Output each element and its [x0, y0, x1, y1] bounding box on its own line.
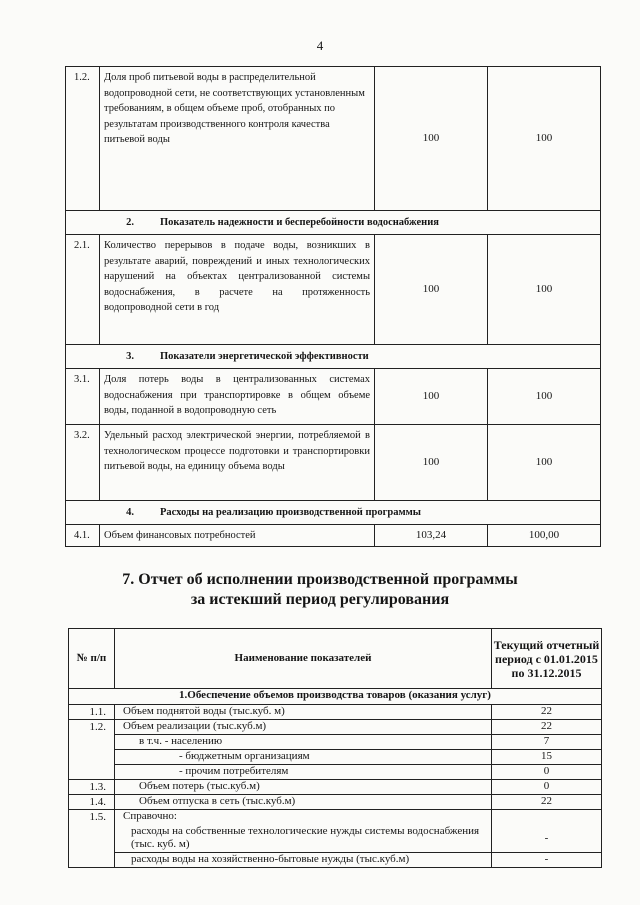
table-row — [69, 705, 602, 720]
header-number: № п/п — [69, 629, 115, 689]
indicator-name: - прочим потребителям — [115, 765, 492, 780]
indicator-value: 15 — [492, 750, 602, 765]
row-number: 1.2. — [66, 67, 100, 211]
indicator-value: - — [492, 825, 602, 853]
indicator-name: Объем реализации (тыс.куб.м) — [115, 720, 492, 735]
row-number: 1.1. — [69, 705, 115, 720]
indicator-name: Справочно: — [115, 810, 492, 825]
table-row — [69, 750, 602, 765]
row-number: 4.1. — [66, 525, 100, 547]
row-number — [69, 825, 115, 853]
indicator-value: 0 — [492, 780, 602, 795]
row-number — [69, 735, 115, 750]
indicator-name: расходы на собственные технологические нужды системы водоснабжения (тыс. куб. м) — [115, 825, 492, 853]
actual-value: 100,00 — [488, 525, 601, 547]
table-row — [66, 525, 601, 547]
table-row — [69, 825, 602, 853]
indicator-name: в т.ч. - населению — [115, 735, 492, 750]
indicator-name: Количество перерывов в подаче воды, возникших в результате аварий, повреждений и иных технологических нарушений на объектах централизованной системы водоснабжения, в расчете на протяженность водопроводной сети в год — [100, 235, 375, 345]
indicator-name: расходы воды на хозяйственно-бытовые нужды (тыс.куб.м) — [115, 853, 492, 868]
indicator-name: Объем финансовых потребностей — [100, 525, 375, 547]
indicator-value: 22 — [492, 795, 602, 810]
header-row — [69, 629, 602, 689]
table-row — [69, 810, 602, 825]
plan-value: 100 — [375, 369, 488, 425]
section-title: 1.Обеспечение объемов производства товаров (оказания услуг) — [69, 689, 602, 705]
row-number: 2.1. — [66, 235, 100, 345]
section-number: 4. — [126, 506, 134, 518]
table-row — [69, 735, 602, 750]
indicator-name: Объем потерь (тыс.куб.м) — [115, 780, 492, 795]
plan-value: 103,24 — [375, 525, 488, 547]
actual-value: 100 — [488, 67, 601, 211]
header-name: Наименование показателей — [115, 629, 492, 689]
report-heading-line-1: 7. Отчет об исполнении производственной программы — [122, 571, 518, 588]
indicator-name: Объем поднятой воды (тыс.куб. м) — [115, 705, 492, 720]
row-number: 3.1. — [66, 369, 100, 425]
table-row — [69, 765, 602, 780]
plan-value: 100 — [375, 67, 488, 211]
section-title: Показатели энергетической эффективности — [160, 350, 369, 362]
header-period: Текущий отчетный период с 01.01.2015 по 31.12.2015 — [492, 629, 602, 689]
table-row — [66, 235, 601, 345]
report-table — [68, 628, 602, 868]
indicator-value — [492, 810, 602, 825]
report-heading-line-2: за истекший период регулирования — [190, 591, 450, 608]
row-number — [69, 750, 115, 765]
table-row — [69, 853, 602, 868]
actual-value: 100 — [488, 425, 601, 501]
section-number: 3. — [126, 350, 134, 362]
section-row — [69, 689, 602, 705]
section-title: Показатель надежности и бесперебойности водоснабжения — [160, 216, 439, 228]
section-row — [66, 211, 601, 235]
plan-value: 100 — [375, 235, 488, 345]
plan-value: 100 — [375, 425, 488, 501]
row-number: 1.5. — [69, 810, 115, 825]
table-row — [66, 425, 601, 501]
indicator-name: - бюджетным организациям — [115, 750, 492, 765]
section-title: Расходы на реализацию производственной программы — [160, 506, 421, 518]
table-row — [69, 720, 602, 735]
indicator-value: 22 — [492, 720, 602, 735]
row-number: 1.3. — [69, 780, 115, 795]
indicator-name: Удельный расход электрической энергии, потребляемой в технологическом процессе подготовки и транспортировки питьевой воды, на единицу объема воды — [100, 425, 375, 501]
row-number: 1.4. — [69, 795, 115, 810]
indicator-value: - — [492, 853, 602, 868]
table-row — [66, 67, 601, 211]
row-number — [69, 853, 115, 868]
indicator-name: Объем отпуска в сеть (тыс.куб.м) — [115, 795, 492, 810]
table-row — [66, 369, 601, 425]
table-row — [69, 780, 602, 795]
actual-value: 100 — [488, 235, 601, 345]
page-number: 4 — [316, 38, 324, 53]
indicator-name: Доля потерь воды в централизованных системах водоснабжения при транспортировке в общем объеме воды, поданной в водопроводную сеть — [100, 369, 375, 425]
indicator-value: 22 — [492, 705, 602, 720]
actual-value: 100 — [488, 369, 601, 425]
indicator-value: 0 — [492, 765, 602, 780]
section-row — [66, 345, 601, 369]
indicators-table — [65, 66, 601, 547]
indicator-value: 7 — [492, 735, 602, 750]
section-row — [66, 501, 601, 525]
section-number: 2. — [126, 216, 134, 228]
row-number: 3.2. — [66, 425, 100, 501]
indicator-name: Доля проб питьевой воды в распределительной водопроводной сети, не соответствующих установленным требованиям, в общем объеме проб, отобранных по результатам производственного контроля качества питьевой воды — [100, 67, 375, 211]
row-number — [69, 765, 115, 780]
table-row — [69, 795, 602, 810]
row-number: 1.2. — [69, 720, 115, 735]
